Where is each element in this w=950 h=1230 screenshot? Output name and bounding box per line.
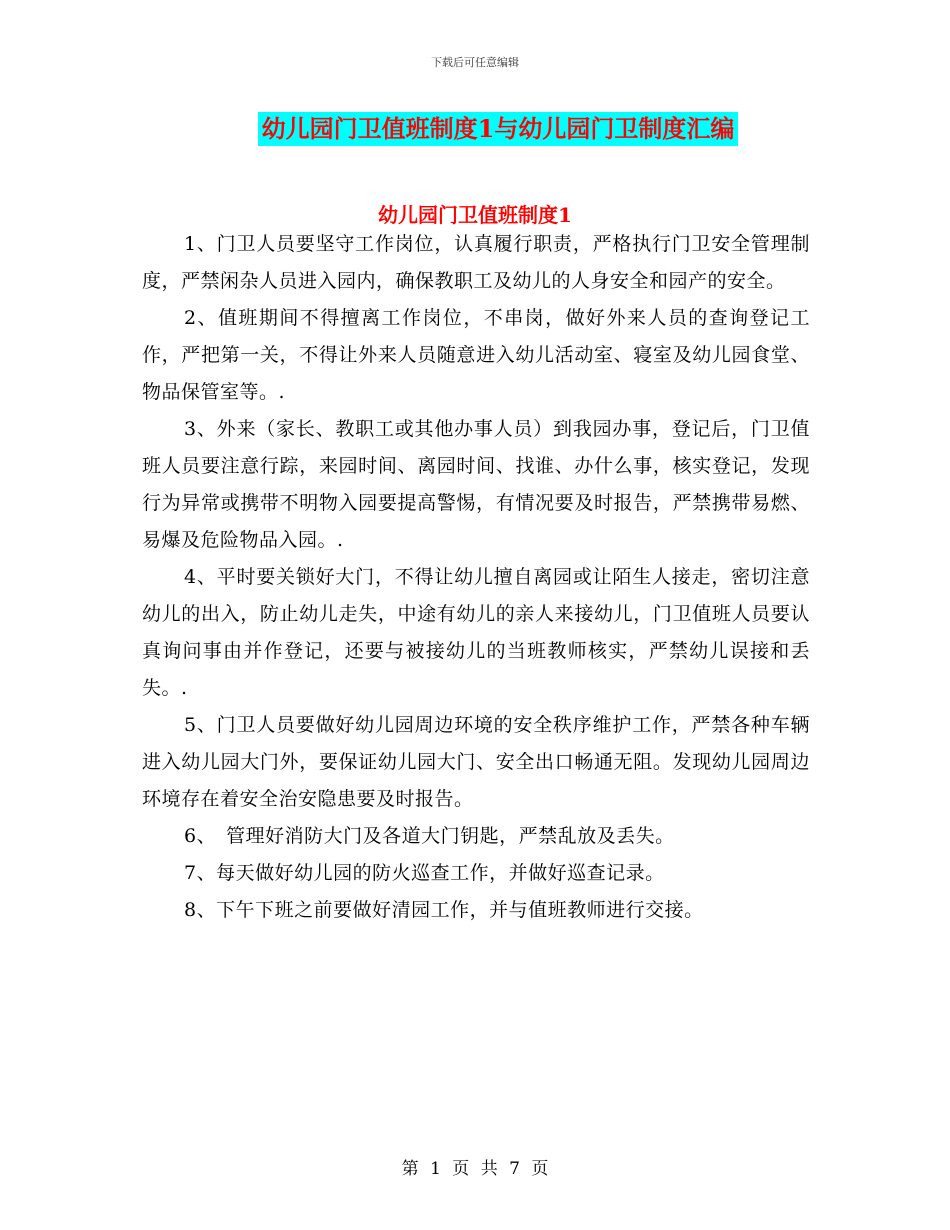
paragraph-4: 4、平时要关锁好大门，不得让幼儿擅自离园或让陌生人接走，密切注意幼儿的出入，防止幼儿走失，中途有幼儿的亲人来接幼儿，门卫值班人员要认真询问事由并作登记，还要与被接幼儿的当班教师核实，严禁幼儿误接和丢失。. [142, 566, 810, 699]
paragraph-6: 6、 管理好消防大门及各道大门钥匙，严禁乱放及丢失。 [184, 825, 675, 847]
paragraph-1: 1、门卫人员要坚守工作岗位，认真履行职责，严格执行门卫安全管理制度，严禁闲杂人员进入园内，确保教职工及幼儿的人身安全和园产的安全。 [142, 233, 810, 292]
document-body [142, 226, 810, 929]
main-title-container [0, 112, 950, 146]
paragraph-2: 2、值班期间不得擅离工作岗位，不串岗，做好外来人员的查询登记工作，严把第一关，不得让外来人员随意进入幼儿活动室、寝室及幼儿园食堂、物品保管室等。. [142, 307, 810, 403]
section-title: 幼儿园门卫值班制度1 [378, 203, 572, 227]
paragraph-7: 7、每天做好幼儿园的防火巡查工作，并做好巡查记录。 [184, 862, 665, 884]
main-title: 幼儿园门卫值班制度1与幼儿园门卫制度汇编 [258, 112, 739, 146]
paragraph-8: 8、下午下班之前要做好清园工作，并与值班教师进行交接。 [184, 899, 704, 921]
header-note: 下载后可任意编辑 [431, 56, 519, 69]
paragraph-5: 5、门卫人员要做好幼儿园周边环境的安全秩序维护工作，严禁各种车辆进入幼儿园大门外，要保证幼儿园大门、安全出口畅通无阻。发现幼儿园周边环境存在着安全治安隐患要及时报告。 [142, 714, 810, 810]
page-indicator: 第 1 页 共 7 页 [401, 1159, 549, 1179]
paragraph-3: 3、外来（家长、教职工或其他办事人员）到我园办事，登记后，门卫值班人员要注意行踪，来园时间、离园时间、找谁、办什么事，核实登记，发现行为异常或携带不明物入园要提高警惕，有情况要及时报告，严禁携带易燃、易爆及危险物品入园。. [142, 418, 810, 551]
